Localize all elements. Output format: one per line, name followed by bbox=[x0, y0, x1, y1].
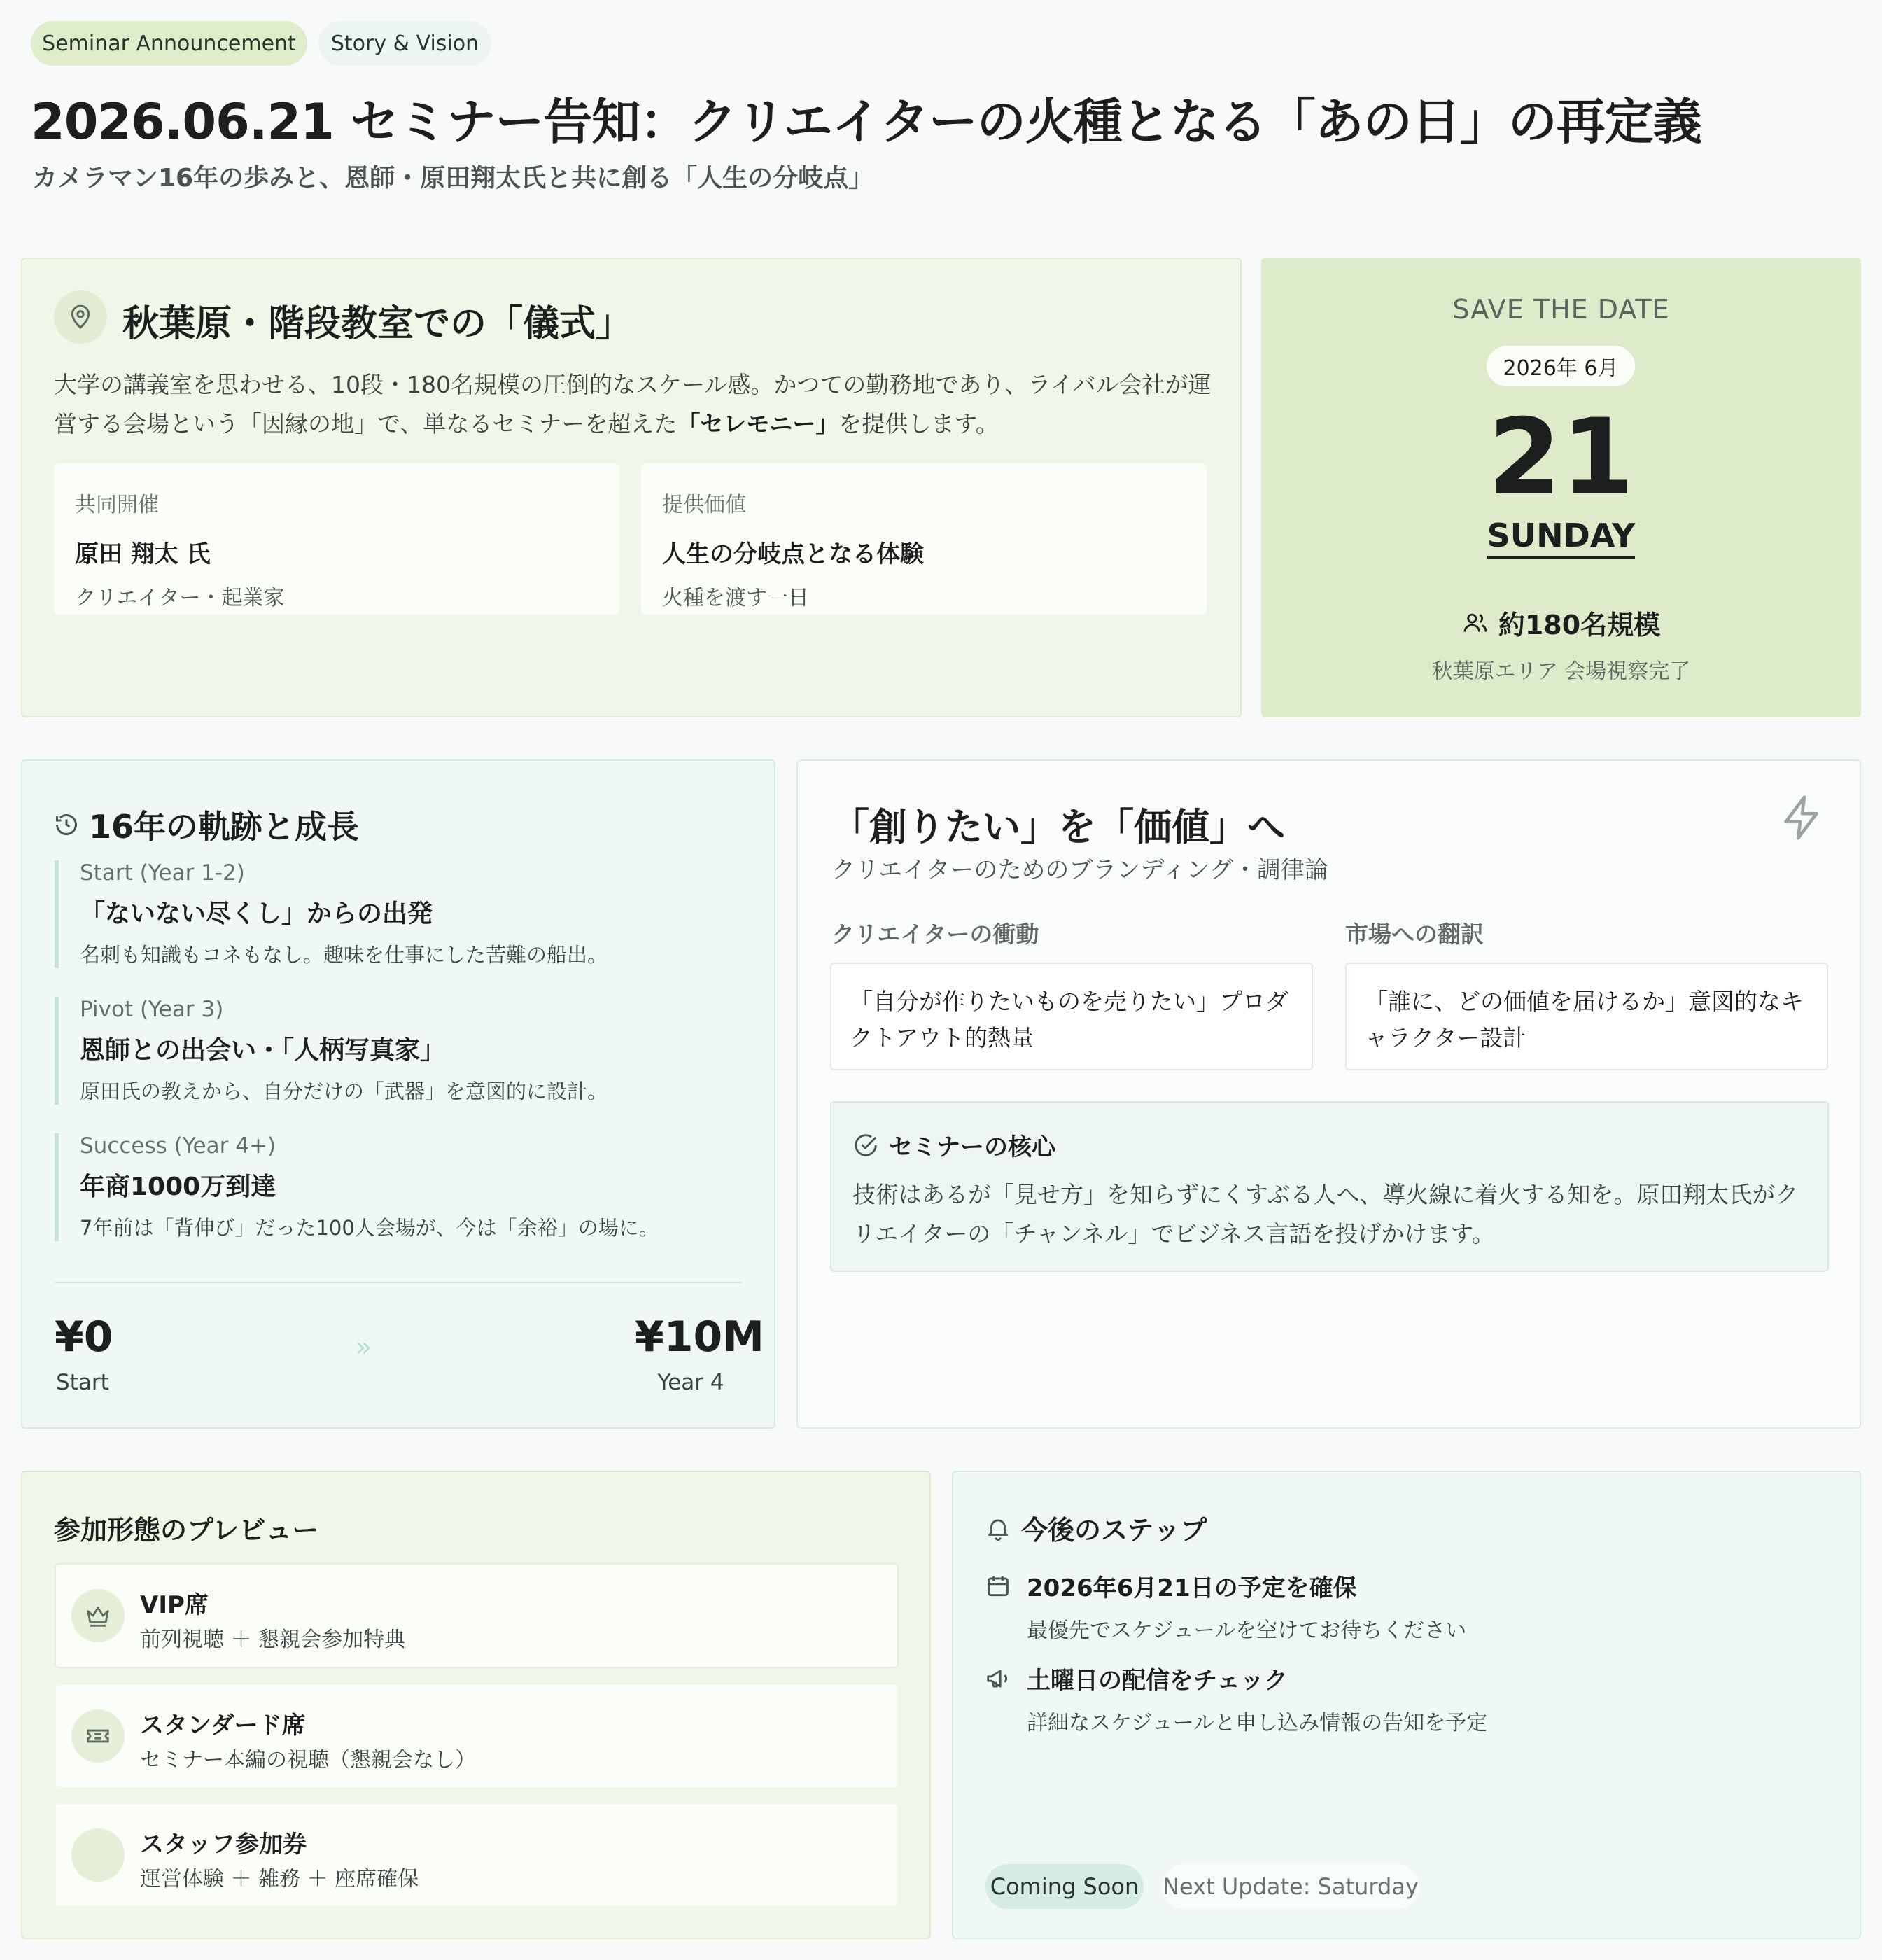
impulse-box: 「自分が作りたいものを売りたい」プロダクトアウト的熱量 bbox=[830, 962, 1313, 1070]
seminar-core-box bbox=[830, 1101, 1829, 1272]
users-icon bbox=[1462, 610, 1489, 636]
value-sub: 火種を渡す一日 bbox=[662, 586, 809, 610]
ticket-desc: 前列視聴 ＋ 懇親会参加特典 bbox=[140, 1628, 406, 1652]
ticket-standard[interactable] bbox=[55, 1684, 899, 1788]
step-label: Pivot (Year 3) bbox=[80, 997, 224, 1022]
ticket-name: スタンダード席 bbox=[140, 1712, 306, 1740]
page-title: 2026.06.21 セミナー告知：クリエイターの火種となる「あの日」の再定義 bbox=[31, 93, 1701, 150]
capacity bbox=[1261, 603, 1861, 642]
calendar-icon bbox=[985, 1573, 1011, 1600]
next-step-calendar bbox=[985, 1569, 1466, 1644]
branding-subtitle: クリエイターのためのブランディング・調律論 bbox=[831, 856, 1328, 884]
map-pin-icon bbox=[54, 290, 107, 344]
venue-title: 秋葉原・階段教室での「儀式」 bbox=[122, 303, 633, 345]
step-label: Success (Year 4+) bbox=[80, 1133, 276, 1158]
ticket-staff[interactable] bbox=[55, 1802, 899, 1907]
translation-label: 市場への翻訳 bbox=[1345, 920, 1484, 948]
ticket-desc: セミナー本編の視聴（懇親会なし） bbox=[140, 1748, 476, 1772]
venue-card bbox=[21, 258, 1242, 718]
history-icon bbox=[54, 812, 79, 837]
step-title: 「ないない尽くし」からの出発 bbox=[80, 899, 433, 928]
ticket-name: VIP席 bbox=[140, 1591, 209, 1619]
staff-placeholder-icon bbox=[71, 1828, 125, 1882]
next-step-desc: 最優先でスケジュールを空けてお待ちください bbox=[1027, 1618, 1467, 1643]
step-title: 年商1000万到達 bbox=[80, 1172, 276, 1201]
next-step-desc: 詳細なスケジュールと申し込み情報の告知を予定 bbox=[1027, 1711, 1488, 1735]
step-desc: 原田氏の教えから、自分だけの「武器」を意図的に設計。 bbox=[80, 1079, 608, 1103]
megaphone-icon bbox=[985, 1665, 1011, 1692]
co-host-label: 共同開催 bbox=[75, 493, 159, 517]
next-step-title: 土曜日の配信をチェック bbox=[1027, 1667, 1288, 1695]
co-host-box bbox=[54, 463, 619, 615]
ceremony-emphasis: 「セレモニー」 bbox=[677, 410, 839, 438]
tag-seminar-announcement: Seminar Announcement bbox=[31, 21, 307, 66]
page-subtitle: カメラマン16年の歩みと、恩師・原田翔太氏と共に創る「人生の分岐点」 bbox=[32, 164, 874, 192]
date-day: 21 bbox=[1488, 397, 1634, 519]
value-title: 人生の分岐点となる体験 bbox=[662, 540, 924, 568]
co-host-role: クリエイター・起業家 bbox=[75, 586, 285, 610]
history-title: 16年の軌跡と成長 bbox=[54, 802, 359, 848]
ticket-desc: 運営体験 ＋ 雑務 ＋ 座席確保 bbox=[140, 1867, 419, 1891]
value-box bbox=[641, 463, 1207, 615]
value-label: 提供価値 bbox=[662, 493, 746, 517]
participation-card bbox=[21, 1471, 931, 1939]
revenue-start-label: Start bbox=[56, 1370, 109, 1395]
date-weekday: SUNDAY bbox=[1261, 517, 1861, 554]
check-circle-icon bbox=[852, 1132, 879, 1158]
revenue-end-label: Year 4 bbox=[657, 1370, 724, 1395]
branding-card bbox=[796, 760, 1861, 1429]
ticket-icon bbox=[71, 1709, 125, 1763]
participation-title: 参加形態のプレビュー bbox=[54, 1515, 319, 1546]
core-description: 技術はあるが「見せ方」を知らずにくすぶる人へ、導火線に着火する知を。原田翔太氏がクリエイターの「チャンネル」でビジネス言語を投げかけます。 bbox=[852, 1181, 1799, 1247]
step-title: 恩師との出会い・「人柄写真家」 bbox=[80, 1036, 446, 1065]
timeline-step-success bbox=[55, 1133, 747, 1241]
revenue-start-value: ¥0 bbox=[55, 1312, 113, 1362]
next-steps-title: 今後のステップ bbox=[985, 1508, 1207, 1547]
branding-title: 「創りたい」を「価値」へ bbox=[831, 805, 1285, 849]
save-the-date-card bbox=[1261, 258, 1861, 718]
ticket-name: スタッフ参加券 bbox=[140, 1830, 307, 1858]
co-host-name: 原田 翔太 氏 bbox=[75, 540, 211, 568]
impulse-label: クリエイターの衝動 bbox=[831, 920, 1039, 948]
capacity-text: 約180名規模 bbox=[1498, 610, 1661, 640]
next-steps-card bbox=[952, 1471, 1861, 1939]
history-card bbox=[21, 760, 775, 1429]
timeline-step-start bbox=[55, 860, 747, 968]
next-step-title: 2026年6月21日の予定を確保 bbox=[1027, 1574, 1357, 1602]
venue-note: 秋葉原エリア 会場視察完了 bbox=[1431, 659, 1691, 684]
ticket-vip[interactable] bbox=[55, 1563, 899, 1668]
bell-icon bbox=[985, 1515, 1011, 1541]
coming-soon-badge: Coming Soon bbox=[985, 1864, 1144, 1909]
core-title: セミナーの核心 bbox=[852, 1128, 1055, 1162]
translation-box: 「誰に、どの価値を届けるか」意図的なキャラクター設計 bbox=[1345, 962, 1828, 1070]
tag-story-vision: Story & Vision bbox=[318, 21, 491, 66]
double-chevron-icon: » bbox=[356, 1331, 372, 1362]
save-the-date-label: SAVE THE DATE bbox=[1452, 294, 1670, 325]
next-step-broadcast bbox=[985, 1661, 1487, 1736]
venue-description: 大学の講義室を思わせる、10段・180名規模の圧倒的なスケール感。かつての勤務地であり、ライバル会社が運営する会場という「因縁の地」で、単なるセミナーを超えた「セレモニー」を提供します。 bbox=[54, 371, 1212, 438]
step-desc: 7年前は「背伸び」だった100人会場が、今は「余裕」の場に。 bbox=[80, 1216, 659, 1240]
lightning-icon bbox=[1778, 792, 1827, 846]
divider bbox=[55, 1282, 742, 1283]
timeline-step-pivot bbox=[55, 997, 747, 1105]
step-desc: 名刺も知識もコネもなし。趣味を仕事にした苦難の船出。 bbox=[80, 943, 608, 967]
next-update-badge: Next Update: Saturday bbox=[1162, 1864, 1419, 1909]
crown-icon bbox=[71, 1589, 125, 1642]
step-label: Start (Year 1-2) bbox=[80, 860, 245, 886]
date-month: 2026年 6月 bbox=[1487, 346, 1635, 386]
revenue-end-value: ¥10M bbox=[635, 1312, 764, 1362]
